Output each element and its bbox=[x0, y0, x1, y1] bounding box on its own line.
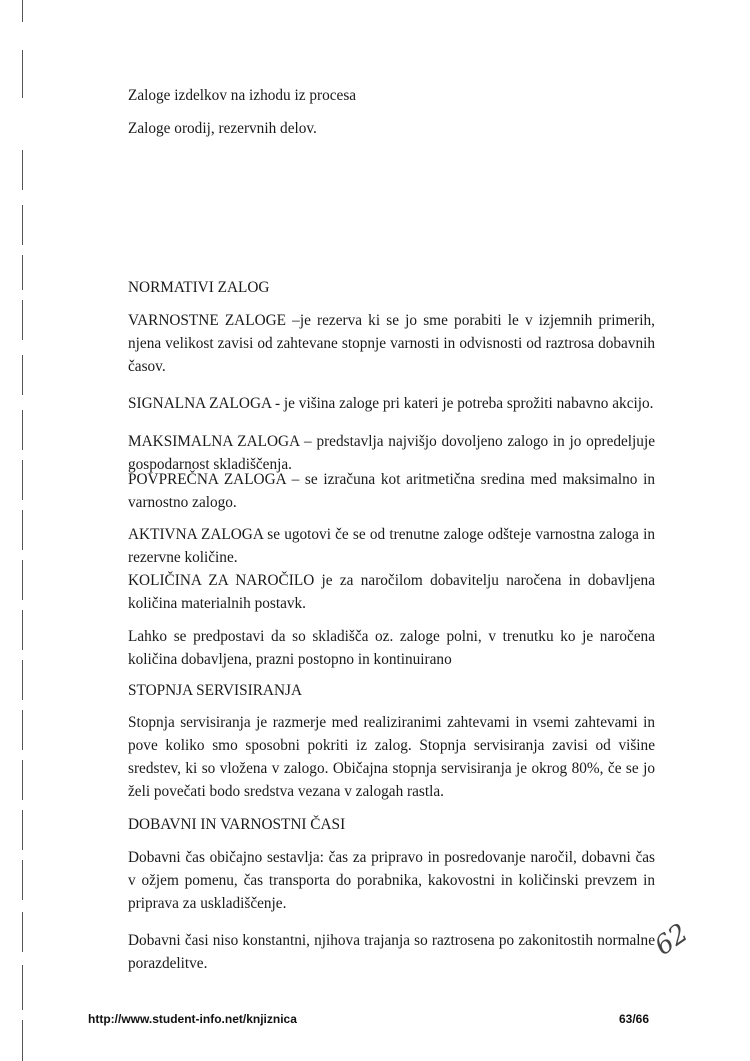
handwritten-page-number: 62 bbox=[649, 918, 694, 962]
footer-url: http://www.student-info.net/knjiznica bbox=[88, 1012, 297, 1026]
paragraph: Zaloge orodij, rezervnih delov. bbox=[128, 120, 317, 137]
section-heading: NORMATIVI ZALOG bbox=[128, 279, 270, 296]
margin-mark bbox=[22, 710, 23, 750]
margin-mark bbox=[22, 660, 23, 700]
margin-mark bbox=[22, 300, 23, 340]
paragraph: Dobavni čas običajno sestavlja: čas za pripravo in posredovanje naročil, dobavni čas v ožjem pomenu, čas transporta do porabnika, kakovostni in količinski prevzem in priprava za uskladiščenje. bbox=[128, 849, 655, 912]
margin-mark bbox=[22, 255, 23, 290]
section-heading: DOBAVNI IN VARNOSTNI ČASI bbox=[128, 816, 346, 833]
margin-mark bbox=[22, 560, 23, 600]
paragraph: Dobavni časi niso konstantni, njihova trajanja so raztrosena po zakonitostih normalne porazdelitve. bbox=[128, 932, 655, 972]
margin-mark bbox=[22, 460, 23, 500]
paragraph: Lahko se predpostavi da so skladišča oz. zaloge polni, v trenutku ko je naročena količina dobavljena, prazni postopno in kontinuirano bbox=[128, 628, 655, 668]
margin-mark bbox=[22, 912, 23, 952]
paragraph: KOLIČINA ZA NAROČILO je za naročilom dobavitelju naročena in dobavljena količina materialnih postavk. bbox=[128, 572, 655, 612]
margin-mark bbox=[22, 510, 23, 550]
margin-mark bbox=[22, 760, 23, 800]
margin-mark bbox=[22, 410, 23, 450]
margin-mark bbox=[22, 965, 23, 1010]
margin-mark bbox=[22, 50, 23, 98]
margin-mark bbox=[22, 150, 23, 190]
paragraph: AKTIVNA ZALOGA se ugotovi če se od trenutne zaloge odšteje varnostna zaloga in rezervne količine. bbox=[128, 526, 655, 566]
section-heading: STOPNJA SERVISIRANJA bbox=[128, 682, 303, 699]
margin-mark bbox=[22, 355, 23, 395]
footer-page-number: 63/66 bbox=[619, 1012, 650, 1026]
margin-mark bbox=[22, 0, 23, 22]
margin-mark bbox=[22, 1020, 23, 1061]
paragraph: POVPREČNA ZALOGA – se izračuna kot aritmetična sredina med maksimalno in varnostno zalogo. bbox=[128, 471, 655, 511]
paragraph: SIGNALNA ZALOGA - je višina zaloge pri kateri je potreba sprožiti nabavno akcijo. bbox=[128, 395, 654, 412]
margin-mark bbox=[22, 610, 23, 650]
paragraph: Stopnja servisiranja je razmerje med realiziranimi zahtevami in vsemi zahtevami in pove koliko smo sposobni pokriti iz zalog. Stopnja servisiranja zavisi od višine sredstev, ki so vložena v zalogo. Običajna stopnja servisiranja je okrog 80%, če se jo želi povečati bodo sredstva vezana v zalogah rastla. bbox=[128, 714, 655, 800]
margin-mark bbox=[22, 860, 23, 900]
paragraph: MAKSIMALNA ZALOGA – predstavlja najvišjo dovoljeno zalogo in jo opredeljuje gospodarnost skladiščenja. bbox=[128, 433, 655, 473]
margin-mark bbox=[22, 205, 23, 245]
margin-mark bbox=[22, 810, 23, 850]
paragraph: Zaloge izdelkov na izhodu iz procesa bbox=[128, 87, 357, 104]
paragraph: VARNOSTNE ZALOGE –je rezerva ki se jo sme porabiti le v izjemnih primerih, njena velikost zavisi od zahtevane stopnje varnosti in odvisnosti od raztrosa dobavnih časov. bbox=[128, 312, 655, 375]
